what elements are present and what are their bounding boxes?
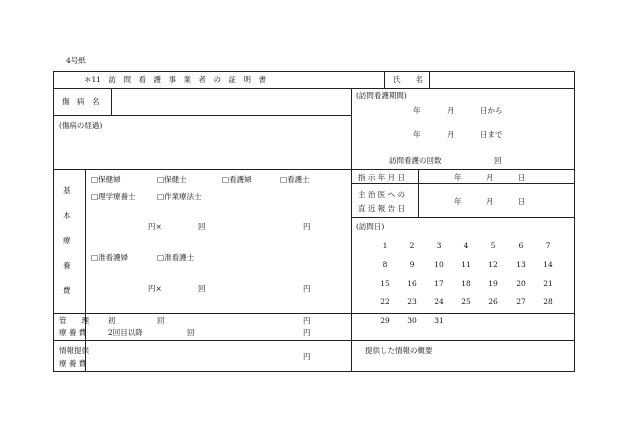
course-label: (傷病の経過) (59, 121, 103, 130)
visit-period-label: (訪問看護期間) (356, 91, 407, 100)
management-fee-label-2: 療 養 費 (59, 328, 87, 337)
basic-fee-label-char: 基 (63, 186, 71, 195)
calendar-day[interactable]: 1 (382, 241, 388, 250)
mgmt-second-kai: 回 (187, 328, 195, 337)
calendar-day[interactable]: 19 (488, 279, 498, 288)
mgmt-second-label: 2回目以降 (108, 328, 143, 337)
info-fee-label-2: 療 養 費 (59, 359, 87, 368)
period-from-month: 月 (447, 106, 455, 115)
calendar-day[interactable]: 2 (409, 241, 415, 250)
checkbox-assistant-nurse-m[interactable]: □准看護士 (157, 253, 195, 262)
checkbox-assistant-nurse-f[interactable]: □准看護婦 (91, 253, 129, 262)
calendar-day[interactable]: 18 (461, 279, 471, 288)
calc2-kai: 回 (198, 284, 206, 293)
checkbox-occupational-therapist[interactable]: □作業療法士 (157, 192, 202, 201)
checkbox-public-health-nurse-m[interactable]: □保健士 (157, 175, 187, 184)
period-from-year: 年 (413, 106, 421, 115)
calc1-yen-times: 円× (148, 222, 162, 231)
calc2-yen-times: 円× (148, 284, 162, 293)
instruction-date-label: 指 示 年 月 日 (358, 173, 406, 182)
calendar-day[interactable]: 14 (543, 260, 553, 269)
report-month: 月 (486, 197, 494, 206)
checkbox-nurse-m[interactable]: □看護士 (280, 175, 310, 184)
form-number: 4号紙 (66, 56, 86, 65)
checkbox-nurse-f[interactable]: □看護婦 (222, 175, 252, 184)
visit-days-label: (訪問日) (356, 222, 385, 231)
basic-fee-label-char: 養 (63, 261, 71, 270)
report-date-label: 主 治 医 へ の (358, 190, 406, 199)
visit-count-unit: 回 (494, 156, 502, 165)
period-to-day: 日まで (480, 130, 503, 139)
calendar-day[interactable]: 7 (545, 241, 551, 250)
instruction-year: 年 (454, 173, 462, 182)
calendar-day[interactable]: 11 (461, 260, 471, 269)
calendar-day[interactable]: 23 (407, 297, 417, 306)
instruction-month: 月 (486, 173, 494, 182)
mgmt-first-kai: 回 (157, 316, 165, 325)
mgmt-first-label: 初 (108, 316, 116, 325)
calendar-day[interactable]: 3 (436, 241, 442, 250)
calendar-day[interactable]: 5 (490, 241, 496, 250)
calendar-day[interactable]: 24 (434, 297, 444, 306)
calendar-day[interactable]: 12 (488, 260, 498, 269)
instruction-day: 日 (518, 173, 526, 182)
checkbox-physical-therapist[interactable]: □理学療養士 (91, 192, 136, 201)
calendar-day[interactable]: 15 (380, 279, 390, 288)
info-fee-label: 情報提供 (59, 346, 89, 355)
calendar-day[interactable]: 16 (407, 279, 417, 288)
calendar-day[interactable]: 10 (434, 260, 444, 269)
calendar-day[interactable]: 21 (543, 279, 553, 288)
report-date-label-2: 直 近 報 告 日 (358, 204, 406, 213)
basic-fee-label-char: 費 (63, 286, 71, 295)
mgmt-second-yen: 円 (303, 328, 311, 337)
calendar-day[interactable]: 30 (407, 316, 417, 325)
checkbox-public-health-nurse-f[interactable]: □保健婦 (91, 175, 121, 184)
period-from-day: 日から (480, 106, 503, 115)
name-label: 氏 名 (393, 75, 423, 84)
calendar-day[interactable]: 28 (543, 297, 553, 306)
calc2-yen: 円 (303, 284, 311, 293)
report-year: 年 (454, 197, 462, 206)
period-to-year: 年 (413, 130, 421, 139)
calendar-day[interactable]: 31 (434, 316, 444, 325)
calendar-day[interactable]: 4 (463, 241, 469, 250)
calendar-day[interactable]: 8 (382, 260, 388, 269)
basic-fee-label-char: 療 (63, 236, 71, 245)
basic-fee-label-char: 本 (63, 211, 71, 220)
info-fee-yen: 円 (303, 352, 311, 361)
mgmt-first-yen: 円 (303, 316, 311, 325)
calendar-day[interactable]: 22 (380, 297, 390, 306)
report-day: 日 (518, 197, 526, 206)
calendar-day[interactable]: 20 (516, 279, 526, 288)
calendar-day[interactable]: 6 (518, 241, 524, 250)
certificate-title: ＊11 訪 問 看 護 事 業 者 の 証 明 書 (84, 75, 267, 84)
calendar-day[interactable]: 27 (516, 297, 526, 306)
calendar-day[interactable]: 9 (409, 260, 415, 269)
calendar-day[interactable]: 25 (461, 297, 471, 306)
calendar-day[interactable]: 13 (516, 260, 526, 269)
management-fee-label: 管 理 (59, 316, 89, 325)
calendar-day[interactable]: 26 (488, 297, 498, 306)
info-summary-label: 提供した情報の概要 (365, 346, 433, 355)
period-to-month: 月 (447, 130, 455, 139)
calc1-kai: 回 (198, 222, 206, 231)
calendar-day[interactable]: 17 (434, 279, 444, 288)
visit-count-label: 訪問看護の回数 (389, 156, 442, 165)
calendar-day[interactable]: 29 (380, 316, 390, 325)
calc1-yen: 円 (303, 222, 311, 231)
disease-label: 傷 病 名 (62, 97, 100, 106)
